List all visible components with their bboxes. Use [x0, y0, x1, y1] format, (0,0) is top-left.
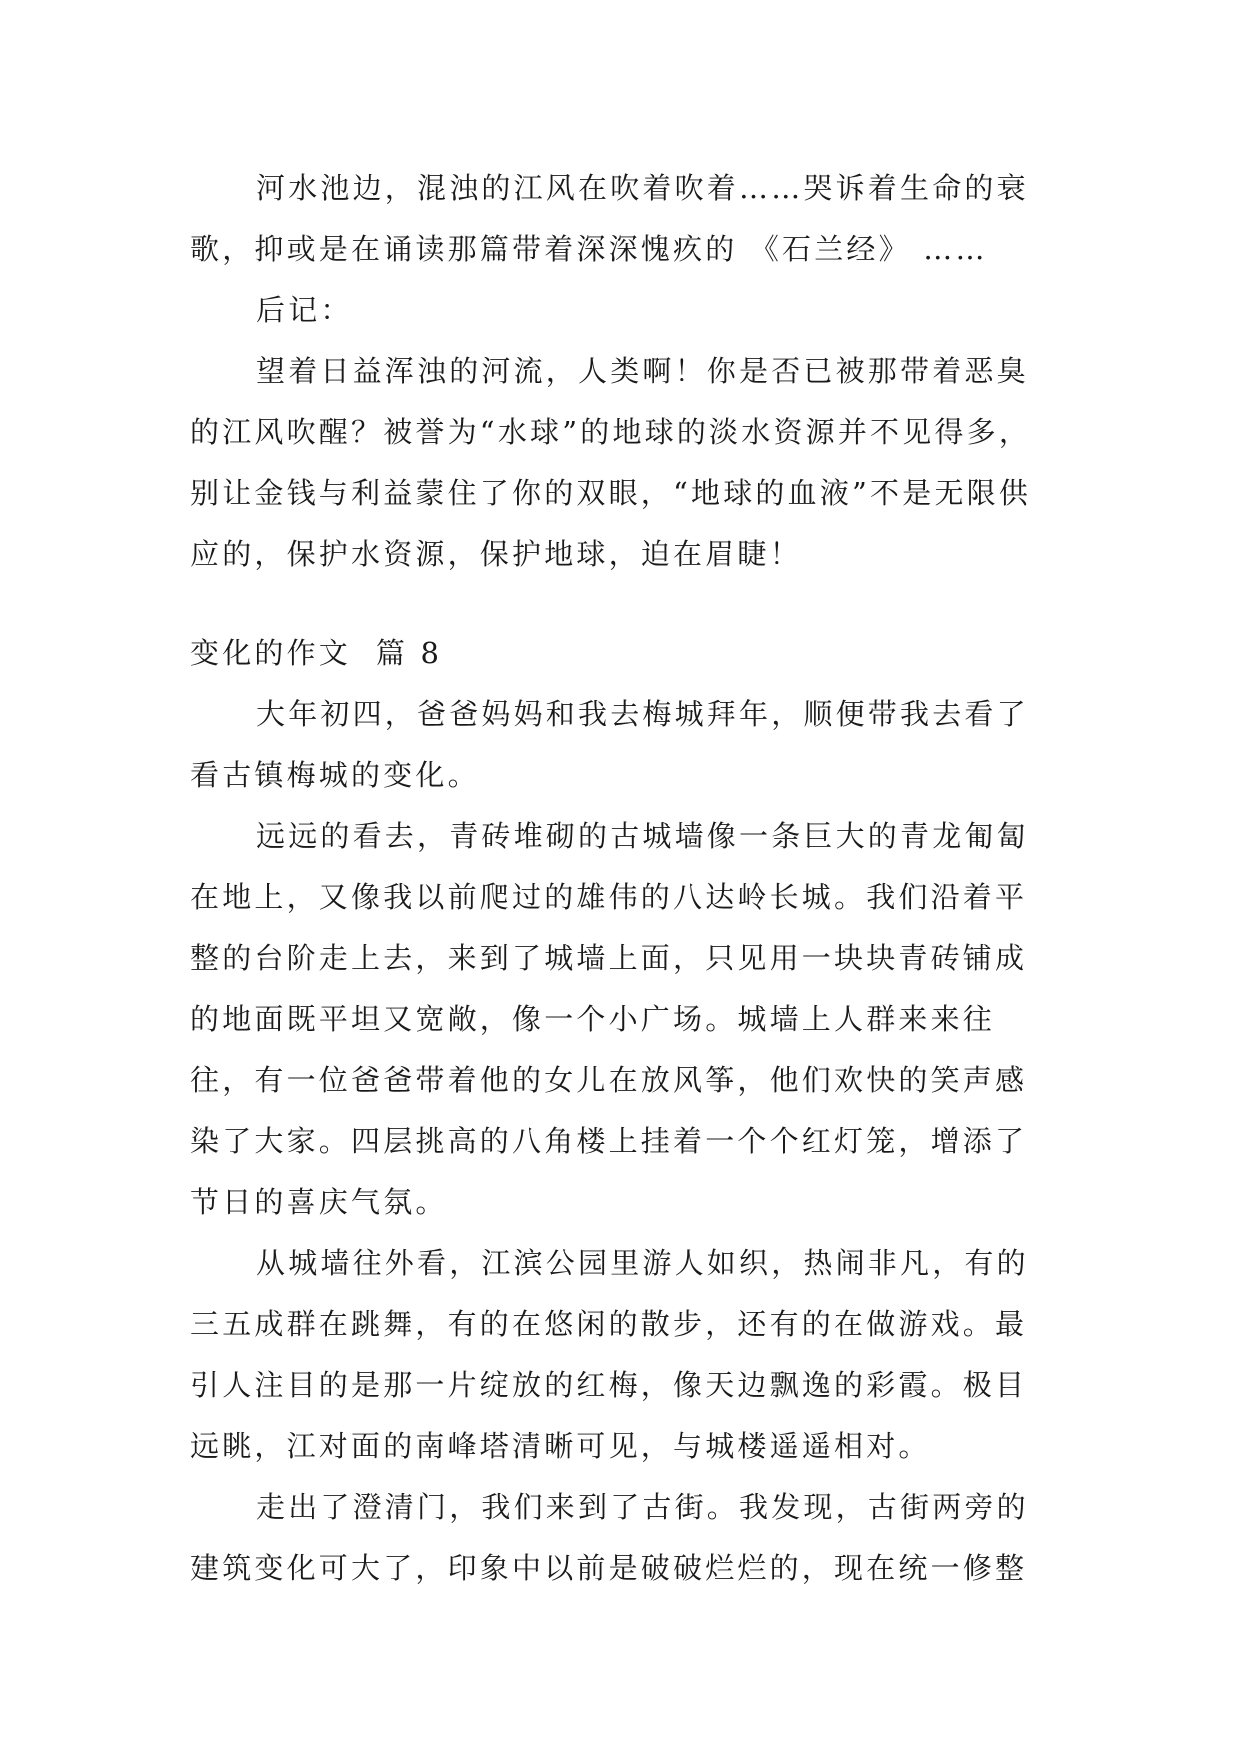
- paragraph: 走出了澄清门，我们来到了古街。我发现，古街两旁的建筑变化可大了，印象中以前是破破烂烂的，现在统一修整: [190, 1490, 1029, 1585]
- paragraph: 后记：: [256, 293, 353, 327]
- section-title: 变化的作文 篇 8: [190, 636, 443, 670]
- paragraph: 远远的看去，青砖堆砌的古城墙像一条巨大的青龙匍匐在地上，又像我以前爬过的雄伟的八达岭长城。我们沿着平整的台阶走上去，来到了城墙上面，只见用一块块青砖铺成的地面既平坦又宽敞，像一个小广场。城墙上人群来来往往，有一位爸爸带着他的女儿在放风筝，他们欢快的笑声感染了大家。四层挑高的八角楼上挂着一个个红灯笼，增添了节日的喜庆气氛。: [190, 819, 1029, 1219]
- previous-section: [190, 158, 1052, 585]
- paragraph: 从城墙往外看，江滨公园里游人如织，热闹非凡，有的三五成群在跳舞，有的在悠闲的散步，还有的在做游戏。最引人注目的是那一片绽放的红梅，像天边飘逸的彩霞。极目远眺，江对面的南峰塔清晰可见，与城楼遥遥相对。: [190, 1246, 1029, 1463]
- paragraph: 河水池边，混浊的江风在吹着吹着……哭诉着生命的衰歌，抑或是在诵读那篇带着深深愧疚的 《石兰经》 ……: [190, 171, 1029, 266]
- essay-section-8: [190, 623, 1052, 1599]
- paragraph: 大年初四，爸爸妈妈和我去梅城拜年，顺便带我去看了看古镇梅城的变化。: [190, 697, 1029, 792]
- paragraph: 望着日益浑浊的河流，人类啊！你是否已被那带着恶臭的江风吹醒？被誉为“水球”的地球的淡水资源并不见得多，别让金钱与利益蒙住了你的双眼，“地球的血液”不是无限供应的，保护水资源，保护地球，迫在眉睫！: [190, 354, 1032, 571]
